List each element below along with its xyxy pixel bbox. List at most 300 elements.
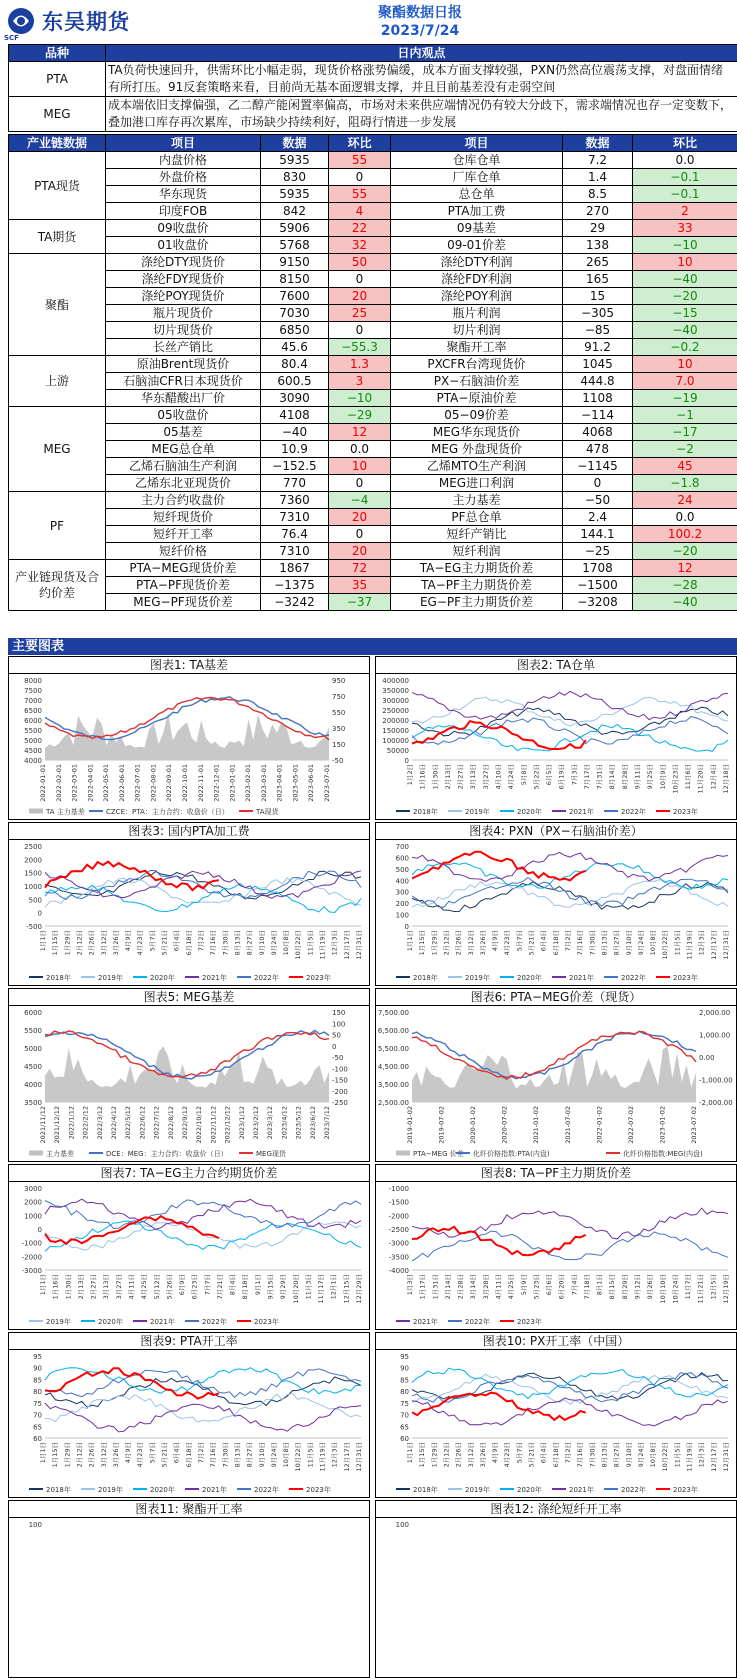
y-tick-label: 70: [33, 1411, 42, 1420]
x-tick-label: 3月26日: [111, 1442, 120, 1468]
chart-panel: [375, 1500, 737, 1678]
y-tick-label: 0: [37, 909, 42, 918]
item-label: 05−09价差: [391, 407, 563, 424]
chart-panel: [8, 822, 370, 986]
value-cell: 1708: [563, 560, 633, 577]
legend-label: 2022年: [254, 974, 279, 982]
legend-label: MEG现货: [256, 1150, 286, 1158]
x-tick-label: 8月27日: [245, 930, 254, 956]
value-cell: 4108: [261, 407, 329, 424]
x-tick-label: 10月23日: [671, 764, 680, 794]
item-label: 涤纶FDY现货价: [106, 271, 261, 288]
change-cell: −0.2: [633, 339, 737, 356]
item-label: 05收盘价: [106, 407, 261, 424]
y-tick-label: 2000: [24, 1198, 42, 1207]
x-tick-label: 3月14日: [469, 1274, 478, 1300]
x-tick-label: 2022/6/12: [138, 1106, 147, 1140]
value-cell: 144.1: [563, 526, 633, 543]
group-name: PTA现货: [9, 152, 106, 220]
x-tick-label: 12月17日: [342, 930, 351, 960]
x-tick-label: 3月26日: [478, 930, 487, 956]
brand-name: 东吴期货: [42, 10, 130, 34]
chart-svg: [9, 1518, 369, 1678]
legend-label: 化纤价格指数:PTA(内盘): [473, 1150, 550, 1158]
series-line: [45, 1394, 361, 1423]
y-tick-label: 5000: [24, 1045, 42, 1053]
data-row: [9, 458, 737, 475]
item-label: MEG总仓单: [106, 441, 261, 458]
chart-svg: [9, 1350, 369, 1498]
change-cell: 0.0: [633, 509, 737, 526]
x-tick-label: 12月3日: [697, 930, 706, 956]
x-tick-label: 11月19日: [685, 930, 694, 960]
legend-label: CZCE：PTA：主力合约：收盘价（日）: [106, 808, 229, 816]
item-label: PTA−MEG现货价差: [106, 560, 261, 577]
legend-label: 2021年: [413, 1318, 438, 1326]
x-tick-label: 7月30日: [221, 1442, 230, 1468]
change-cell: −1: [633, 407, 737, 424]
x-tick-label: 2022-08-01: [149, 764, 158, 802]
y-tick-label: 200: [395, 900, 409, 909]
value-cell: 8150: [261, 271, 329, 288]
item-label: 印度FOB: [106, 203, 261, 220]
x-tick-label: 6月9日: [178, 1274, 187, 1296]
data-row: [9, 288, 737, 305]
y-right-tick-label: 150: [332, 1009, 346, 1017]
data-header-cell: 项目: [391, 135, 563, 152]
chart-title: 图表1: TA基差: [9, 657, 369, 674]
x-tick-label: 10月22日: [294, 1442, 303, 1472]
change-cell: 0.0: [633, 152, 737, 169]
value-cell: 7310: [261, 509, 329, 526]
y-tick-label: 2,500.00: [377, 1099, 409, 1107]
x-tick-label: 6月5日: [545, 764, 554, 786]
item-label: 仓库仓单: [391, 152, 563, 169]
chart-panel: [375, 822, 737, 986]
y-right-tick-label: 750: [332, 693, 346, 701]
y-right-tick-label: -50: [332, 1054, 344, 1062]
value-cell: 15: [563, 288, 633, 305]
item-label: 乙烯东北亚现货价: [106, 475, 261, 492]
item-label: 切片利润: [391, 322, 563, 339]
change-cell: 20: [329, 288, 391, 305]
value-cell: 7360: [261, 492, 329, 509]
x-tick-label: 8月13日: [233, 1442, 242, 1468]
x-tick-label: 5月7日: [515, 930, 524, 952]
value-cell: 478: [563, 441, 633, 458]
data-row: [9, 254, 737, 271]
x-tick-label: 1月2日: [406, 764, 414, 786]
x-tick-label: 8月13日: [600, 1442, 609, 1468]
x-tick-label: 6月19日: [557, 764, 566, 790]
item-label: 外盘价格: [106, 169, 261, 186]
x-tick-label: 7月16日: [576, 930, 585, 956]
item-label: 涤纶FDY利润: [391, 271, 563, 288]
x-tick-label: 1月3日: [406, 1274, 414, 1296]
x-tick-label: 2月13日: [76, 1274, 85, 1300]
legend-label: 2023年: [306, 1486, 331, 1494]
change-cell: 0: [329, 526, 391, 543]
x-tick-label: 9月10日: [257, 930, 266, 956]
y-tick-label: 90: [400, 1364, 409, 1373]
item-label: 09基差: [391, 220, 563, 237]
x-tick-label: 1月1日: [39, 930, 47, 952]
value-cell: −3208: [563, 594, 633, 611]
x-tick-label: 12月4日: [709, 764, 718, 790]
x-tick-label: 7月31日: [595, 764, 604, 790]
change-cell: 0: [329, 271, 391, 288]
report-title-block: [300, 4, 540, 40]
x-tick-label: 12月19日: [722, 1274, 730, 1304]
legend-label: 2021年: [569, 1486, 594, 1494]
y-tick-label: 250000: [382, 707, 409, 715]
value-cell: −1145: [563, 458, 633, 475]
value-cell: 45.6: [261, 339, 329, 356]
data-row: [9, 186, 737, 203]
series-line: [45, 1200, 361, 1229]
view-row: [9, 97, 737, 132]
x-tick-label: 1月15日: [418, 930, 427, 956]
legend-label: 2020年: [517, 808, 542, 816]
change-cell: 12: [329, 424, 391, 441]
data-row: [9, 305, 737, 322]
x-tick-label: 3月28日: [481, 1274, 490, 1300]
y-tick-label: 95: [400, 1353, 409, 1361]
x-tick-label: 12月3日: [697, 1442, 706, 1468]
value-cell: 1867: [261, 560, 329, 577]
change-cell: −2: [633, 441, 737, 458]
x-tick-label: 2022/7/12: [152, 1106, 161, 1140]
y-right-tick-label: 1,000.00: [699, 1031, 731, 1040]
y-tick-label: 4000: [24, 1081, 42, 1089]
x-tick-label: 9月10日: [257, 1442, 266, 1468]
legend-label: 2023年: [517, 1318, 542, 1326]
chart-title: 图表3: 国内PTA加工费: [9, 823, 369, 840]
x-tick-label: 8月27日: [612, 930, 621, 956]
x-tick-label: 2021/11/12: [39, 1106, 47, 1144]
x-tick-label: 5月8日: [519, 764, 528, 786]
x-tick-label: 12月31日: [355, 1442, 363, 1472]
y-tick-label: 3000: [24, 1185, 42, 1193]
x-tick-label: 7月21日: [215, 1274, 224, 1300]
x-tick-label: 2023/5/12: [294, 1106, 303, 1140]
x-tick-label: 1月1日: [406, 930, 414, 952]
x-tick-label: 2020-01-02: [469, 1106, 478, 1144]
y-tick-label: 90: [33, 1364, 42, 1373]
x-tick-label: 9月12日: [633, 1274, 642, 1300]
series-line: [45, 878, 361, 907]
x-tick-label: 1月30日: [431, 764, 440, 790]
change-cell: −29: [329, 407, 391, 424]
value-cell: −50: [563, 492, 633, 509]
x-tick-label: 4月9日: [124, 930, 133, 952]
change-cell: −10: [633, 237, 737, 254]
x-tick-label: 2022-07-02: [626, 1106, 635, 1144]
value-cell: 444.8: [563, 373, 633, 390]
item-label: 01收盘价: [106, 237, 261, 254]
x-tick-label: 1月30日: [64, 1274, 73, 1300]
x-tick-label: 12月17日: [709, 930, 718, 960]
x-tick-label: 5月12日: [152, 1274, 161, 1300]
view-col-right: 日内观点: [106, 45, 737, 62]
x-tick-label: 2019-01-02: [406, 1106, 414, 1144]
x-tick-label: 2023/4/12: [280, 1106, 289, 1140]
x-tick-label: 4月11日: [494, 1274, 503, 1300]
x-tick-label: 4月9日: [491, 930, 500, 952]
change-cell: 100.2: [633, 526, 737, 543]
view-row-name: MEG: [9, 97, 106, 132]
y-right-tick-label: -150: [332, 1076, 348, 1085]
x-tick-label: 11月17日: [317, 1274, 326, 1304]
data-row: [9, 203, 737, 220]
value-cell: 830: [261, 169, 329, 186]
item-label: 长丝产销比: [106, 339, 261, 356]
x-tick-label: 5月9日: [519, 1274, 528, 1296]
x-tick-label: 5月7日: [515, 1442, 524, 1464]
x-tick-label: 2021-01-02: [532, 1106, 541, 1144]
x-tick-label: 7月16日: [209, 930, 218, 956]
y-tick-label: 700: [395, 843, 409, 851]
item-label: PX−石脑油价差: [391, 373, 563, 390]
data-row: [9, 322, 737, 339]
change-cell: −15: [633, 305, 737, 322]
chart-title: 图表9: PTA开工率: [9, 1333, 369, 1350]
value-cell: 5906: [261, 220, 329, 237]
x-tick-label: 4月23日: [136, 1442, 145, 1468]
x-tick-label: 5月21日: [160, 930, 169, 956]
value-cell: −85: [563, 322, 633, 339]
y-tick-label: 65: [400, 1423, 409, 1432]
item-label: PXCFR台湾现货价: [391, 356, 563, 373]
item-label: 涤纶DTY利润: [391, 254, 563, 271]
data-row: [9, 271, 737, 288]
x-tick-label: 2022-05-01: [102, 764, 111, 802]
value-cell: −114: [563, 407, 633, 424]
y-tick-label: 1500: [24, 869, 42, 878]
legend-label: 2018年: [413, 808, 438, 816]
change-cell: 22: [329, 220, 391, 237]
value-cell: 2.4: [563, 509, 633, 526]
x-tick-label: 7月30日: [221, 930, 230, 956]
change-cell: 33: [633, 220, 737, 237]
x-tick-label: 2022/12/12: [223, 1106, 232, 1144]
x-tick-label: 7月2日: [197, 930, 205, 952]
data-row: [9, 237, 737, 254]
value-cell: −40: [261, 424, 329, 441]
chart-title: 图表10: PX开工率（中国）: [376, 1333, 736, 1350]
chart-svg: [376, 674, 736, 820]
value-cell: 3090: [261, 390, 329, 407]
legend-label: 2022年: [202, 1318, 227, 1326]
x-tick-label: 2022/10/12: [195, 1106, 204, 1144]
change-cell: 25: [329, 305, 391, 322]
x-tick-label: 1月17日: [418, 1274, 427, 1300]
x-tick-label: 7月30日: [588, 930, 597, 956]
value-cell: 7600: [261, 288, 329, 305]
x-tick-label: 7月16日: [209, 1442, 218, 1468]
x-tick-label: 2月12日: [75, 1442, 84, 1468]
value-cell: 5935: [261, 186, 329, 203]
y-tick-label: -2000: [388, 1212, 409, 1221]
x-tick-label: 2月26日: [87, 1442, 96, 1468]
x-tick-label: 6月18日: [551, 1442, 560, 1468]
x-tick-label: 1月31日: [431, 1274, 440, 1300]
x-tick-label: 11月19日: [318, 930, 327, 960]
item-label: 09收盘价: [106, 220, 261, 237]
chart-panel: [8, 1332, 370, 1498]
legend-label: 2018年: [413, 1486, 438, 1494]
legend-label: 2022年: [621, 808, 646, 816]
x-tick-label: 9月24日: [269, 930, 278, 956]
y-tick-label: 6,500.00: [377, 1027, 409, 1035]
x-tick-label: 6月23日: [190, 1274, 199, 1300]
legend-label: 化纤价格指数:MEG(内盘): [623, 1150, 703, 1158]
value-cell: 138: [563, 237, 633, 254]
x-tick-label: 10月8日: [649, 930, 658, 956]
y-tick-label: -1500: [388, 1198, 409, 1207]
y-tick-label: 65: [33, 1423, 42, 1432]
x-tick-label: 2023-02-01: [244, 764, 253, 802]
x-tick-label: 6月18日: [184, 1442, 193, 1468]
legend-label: 2018年: [46, 974, 71, 982]
chart-title: 图表12: 涤纶短纤开工率: [376, 1501, 736, 1518]
x-tick-label: 11月20日: [696, 764, 705, 794]
x-tick-label: 6月4日: [539, 1442, 548, 1464]
y-tick-label: 400000: [382, 677, 409, 685]
item-label: 涤纶DTY现货价: [106, 254, 261, 271]
change-cell: 3: [329, 373, 391, 390]
x-tick-label: 2022-01-01: [39, 764, 47, 802]
data-header-cell: 环比: [633, 135, 737, 152]
x-tick-label: 4月11日: [127, 1274, 136, 1300]
legend-label: 2021年: [150, 1318, 175, 1326]
x-tick-label: 2月12日: [75, 930, 84, 956]
x-tick-label: 12月18日: [722, 764, 730, 794]
y-right-tick-label: 2,000.00: [699, 1009, 731, 1017]
change-cell: 55: [329, 152, 391, 169]
x-tick-label: 5月7日: [148, 1442, 157, 1464]
x-tick-label: 2023/6/12: [308, 1106, 317, 1140]
x-tick-label: 1月29日: [63, 1442, 72, 1468]
charts-section-title: 主要图表: [8, 638, 737, 655]
legend-label: 2020年: [98, 1318, 123, 1326]
item-label: PTA−PF现货价差: [106, 577, 261, 594]
x-tick-label: 3月26日: [111, 930, 120, 956]
x-tick-label: 6月6日: [545, 1274, 554, 1296]
basis-area: [412, 1046, 696, 1102]
x-tick-label: 10月24日: [671, 1274, 680, 1304]
x-tick-label: 3月12日: [466, 930, 475, 956]
value-cell: 29: [563, 220, 633, 237]
x-tick-label: 2022/3/12: [95, 1106, 104, 1140]
item-label: 厂库仓单: [391, 169, 563, 186]
value-cell: 0: [563, 475, 633, 492]
change-cell: 45: [633, 458, 737, 475]
group-name: TA期货: [9, 220, 106, 254]
chart-panel: [375, 988, 737, 1162]
x-tick-label: 2023-04-01: [275, 764, 284, 802]
x-tick-label: 2月12日: [442, 1442, 451, 1468]
y-tick-label: 80: [33, 1388, 42, 1397]
legend-label: DCE：MEG：主力合约：收盘价（日）: [106, 1150, 228, 1158]
change-cell: 0.0: [329, 441, 391, 458]
y-tick-label: 3500: [24, 1099, 42, 1107]
x-tick-label: 7月17日: [582, 764, 591, 790]
data-row: [9, 492, 737, 509]
x-tick-label: 2019-07-02: [437, 1106, 446, 1144]
x-tick-label: 4月23日: [503, 930, 512, 956]
item-label: 聚酯开工率: [391, 339, 563, 356]
item-label: 总仓单: [391, 186, 563, 203]
value-cell: 600.5: [261, 373, 329, 390]
item-label: 09-01价差: [391, 237, 563, 254]
x-tick-label: 4月25日: [507, 1274, 516, 1300]
x-tick-label: 2022/9/12: [181, 1106, 189, 1140]
change-cell: 10: [329, 458, 391, 475]
x-tick-label: 10月8日: [282, 1442, 291, 1468]
x-tick-label: 1月16日: [51, 1274, 60, 1300]
item-label: 短纤现货价: [106, 509, 261, 526]
series-line: [412, 852, 586, 881]
y-right-tick-label: 150: [332, 741, 346, 749]
item-label: 切片现货价: [106, 322, 261, 339]
chart-title: 图表6: PTA−MEG价差（现货）: [376, 989, 736, 1006]
data-header-cell: 数据: [563, 135, 633, 152]
series-line: [412, 1227, 586, 1256]
x-tick-label: 8月4日: [228, 1274, 237, 1296]
industry-data-table: [8, 134, 737, 611]
basis-area: [45, 1046, 329, 1102]
x-tick-label: 10月8日: [282, 930, 291, 956]
legend-label: TA现货: [256, 808, 279, 816]
x-tick-label: 9月11日: [633, 764, 642, 790]
chart-svg: [9, 840, 369, 986]
legend-label: 2023年: [673, 1486, 698, 1494]
y-right-tick-label: 550: [332, 709, 346, 717]
value-cell: −1375: [261, 577, 329, 594]
legend-label: 2023年: [306, 974, 331, 982]
x-tick-label: 4月24日: [507, 764, 516, 790]
change-cell: −0.1: [633, 186, 737, 203]
x-tick-label: 12月31日: [722, 930, 730, 960]
x-tick-label: 2022/5/12: [124, 1106, 133, 1140]
y-tick-label: 95: [33, 1353, 42, 1361]
legend-label: 2019年: [98, 974, 123, 982]
group-name: MEG: [9, 407, 106, 492]
x-tick-label: 2023-03-01: [259, 764, 268, 802]
value-cell: −152.5: [261, 458, 329, 475]
x-tick-label: 12月3日: [330, 930, 339, 956]
x-tick-label: 2月26日: [87, 930, 96, 956]
y-tick-label: 0: [404, 923, 409, 931]
x-tick-label: 2月27日: [89, 1274, 98, 1300]
x-tick-label: 2月13日: [443, 764, 452, 790]
data-row: [9, 220, 737, 237]
x-tick-label: 10月9日: [658, 764, 667, 790]
item-label: 涤纶POY利润: [391, 288, 563, 305]
change-cell: 10: [633, 356, 737, 373]
value-cell: 842: [261, 203, 329, 220]
legend-label: 2018年: [46, 1486, 71, 1494]
legend-label: PTA−MEG 价差: [413, 1150, 464, 1158]
x-tick-label: 7月16日: [576, 1442, 585, 1468]
x-tick-label: 11月6日: [684, 764, 693, 790]
data-row: [9, 424, 737, 441]
x-tick-label: 10月8日: [649, 1442, 658, 1468]
data-header-cell: 环比: [329, 135, 391, 152]
y-tick-label: 350000: [382, 687, 409, 695]
y-tick-label: 5500: [24, 1027, 42, 1035]
